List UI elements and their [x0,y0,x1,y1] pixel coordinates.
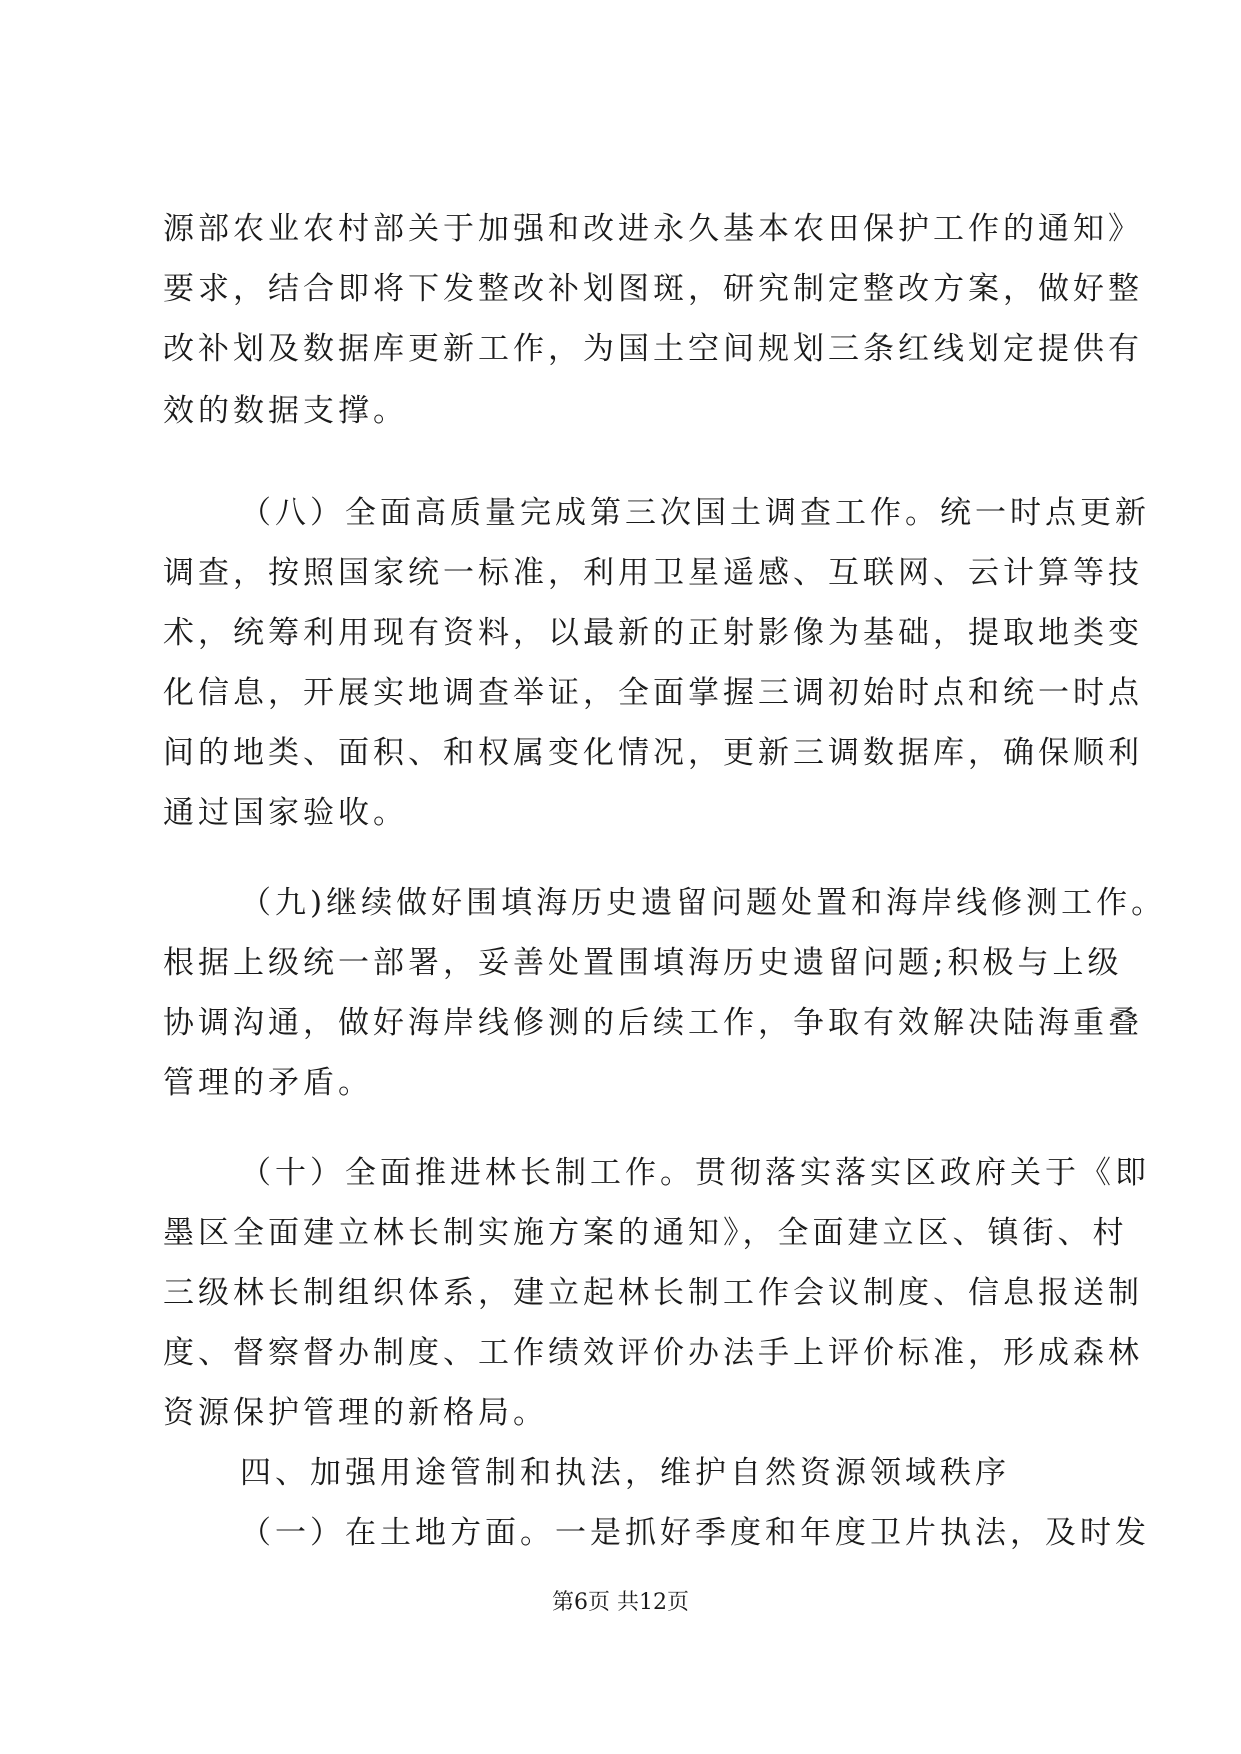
text-line: 改补划及数据库更新工作，为国土空间规划三条红线划定提供有 [163,331,1143,367]
text-line: 化信息，开展实地调查举证，全面掌握三调初始时点和统一时点 [163,675,1143,711]
text-line: 墨区全面建立林长制实施方案的通知》，全面建立区、镇街、村 [163,1215,1128,1251]
text-line: 管理的矛盾。 [163,1065,373,1101]
text-line: 间的地类、面积、和权属变化情况，更新三调数据库，确保顺利 [163,735,1143,771]
text-line: （八）全面高质量完成第三次国土调查工作。统一时点更新 [240,495,1150,531]
text-line: 效的数据支撑。 [163,393,408,429]
text-line: 协调沟通，做好海岸线修测的后续工作，争取有效解决陆海重叠 [163,1005,1143,1041]
text-line: （九)继续做好围填海历史遗留问题处置和海岸线修测工作。 [240,885,1167,921]
text-line: 三级林长制组织体系，建立起林长制工作会议制度、信息报送制 [163,1275,1143,1311]
text-line: （十）全面推进林长制工作。贯彻落实落实区政府关于《即 [240,1155,1150,1191]
page-number: 第6页 共12页 [552,1590,689,1615]
text-line: 通过国家验收。 [163,795,408,831]
text-line: 根据上级统一部署，妥善处置围填海历史遗留问题;积极与上级 [163,945,1123,981]
text-line: 源部农业农村部关于加强和改进永久基本农田保护工作的通知》 [163,211,1143,247]
text-line: 调查，按照国家统一标准，利用卫星遥感、互联网、云计算等技 [163,555,1143,591]
text-line: 资源保护管理的新格局。 [163,1395,548,1431]
text-line: 术，统筹利用现有资料，以最新的正射影像为基础，提取地类变 [163,615,1143,651]
text-line: 要求，结合即将下发整改补划图斑，研究制定整改方案，做好整 [163,271,1143,307]
section-heading: 四、加强用途管制和执法，维护自然资源领域秩序 [240,1455,1010,1491]
text-line: （一）在土地方面。一是抓好季度和年度卫片执法，及时发 [240,1515,1150,1551]
text-line: 度、督察督办制度、工作绩效评价办法手上评价标准，形成森林 [163,1335,1143,1371]
